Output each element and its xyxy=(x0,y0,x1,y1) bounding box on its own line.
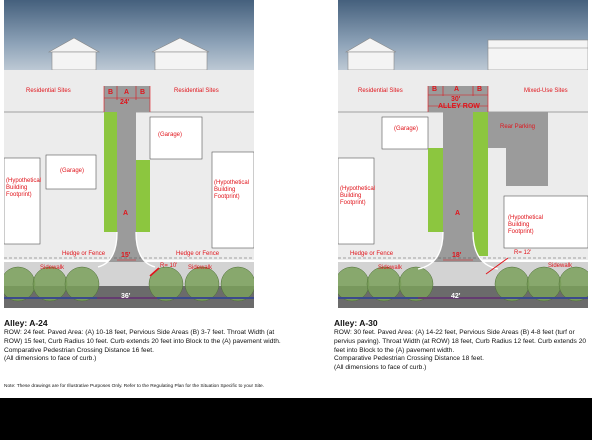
alley-a-label: A xyxy=(123,210,129,217)
garage-left-label: (Garage) xyxy=(60,168,85,174)
street-trees-right xyxy=(495,267,588,301)
pervious-strip-left xyxy=(104,112,117,232)
sidewalk-right-label: Sidewalk xyxy=(548,263,573,269)
alley-a24-drawing xyxy=(4,0,254,308)
footprint-left-label: (Hypothetical Building Footprint) xyxy=(6,178,42,198)
caption-crossing: Comparative Pedestrian Crossing Distance 16 feet. xyxy=(4,346,154,354)
caption-dimension-note: (All dimensions to face of curb.) xyxy=(334,364,427,372)
street-trees-right xyxy=(149,267,254,301)
radius-label: R= 12' xyxy=(514,250,532,256)
row-width-label: 30' xyxy=(451,96,461,103)
pervious-strip-left xyxy=(428,148,443,232)
hedge-left-label: Hedge or Fence xyxy=(350,251,394,257)
hedge-right-label: Hedge or Fence xyxy=(176,251,220,257)
alley-a30-drawing xyxy=(338,0,588,308)
mixed-use-building xyxy=(488,40,588,70)
dim-a: A xyxy=(454,86,460,93)
alley-a24-caption xyxy=(4,318,282,364)
dim-b-left: B xyxy=(432,86,438,93)
residential-sites-right-label: Residential Sites xyxy=(174,88,219,94)
street-trees-left xyxy=(4,267,99,301)
dim-a: A xyxy=(124,89,130,96)
mixed-use-sites-label: Mixed-Use Sites xyxy=(524,88,568,94)
sidewalk-left-label: Sidewalk xyxy=(378,265,403,271)
pervious-strip-right xyxy=(136,160,150,232)
sidewalk-right-label: Sidewalk xyxy=(188,265,213,271)
bottom-black-bar xyxy=(0,398,592,440)
dim-b-right: B xyxy=(140,89,146,96)
footprint-left xyxy=(4,158,40,244)
rear-parking-label: Rear Parking xyxy=(500,124,536,130)
street-trees-left xyxy=(338,267,433,301)
footprint-right-label: (Hypothetical Building Footprint) xyxy=(214,180,250,200)
caption-dimension-note: (All dimensions to face of curb.) xyxy=(4,355,97,363)
caption-crossing: Comparative Pedestrian Crossing Distance 18 feet. xyxy=(334,355,484,363)
caption-spec: ROW: 30 feet. Paved Area: (A) 14-22 feet, Pervious Side Areas (B) 4-8 feet (turf or pervius paving). Throat Width (at ROW) 18 feet, Curb Radius 12 feet. Curb extends 20 feet into Block to the (A) pavement width. xyxy=(334,329,587,354)
alley-a24-diagram xyxy=(4,0,254,308)
alley-row-label: ALLEY ROW xyxy=(438,103,480,110)
garage-left-label: (Garage) xyxy=(394,126,419,132)
throat-width-label: 15' xyxy=(121,252,131,259)
garage-right-label: (Garage) xyxy=(158,132,183,138)
radius-label: R= 10' xyxy=(160,263,178,269)
row-width-label: 24' xyxy=(120,99,130,106)
caption-spec: ROW: 24 feet. Paved Area: (A) 10-18 feet, Pervious Side Areas (B) 3-7 feet. Throat Width (at ROW) 15 feet, Curb Radius 10 feet. Curb extends 20 feet into Block to the (A) pavement width. xyxy=(4,329,281,345)
dim-b-right: B xyxy=(477,86,483,93)
dim-b-left: B xyxy=(108,89,114,96)
bottom-dimension-label: 42' xyxy=(451,293,461,300)
sidewalk-left-label: Sidewalk xyxy=(40,265,65,271)
alley-a30-diagram xyxy=(338,0,588,308)
residential-sites-left-label: Residential Sites xyxy=(26,88,71,94)
footprint-left-label: (Hypothetical Building Footprint) xyxy=(340,186,376,206)
pervious-strip-right xyxy=(473,112,488,256)
caption-title: Alley: A-30 xyxy=(334,318,378,328)
garage-left xyxy=(382,117,428,149)
illustrative-note: Note: These drawings are for Illustrative Purposes Only. Refer to the Regulating Plan for the Situation Specific to your Site. xyxy=(4,384,265,389)
bottom-dimension-label: 36' xyxy=(121,293,131,300)
footprint-right-label: (Hypothetical Building Footprint) xyxy=(508,215,544,235)
alley-a30-caption xyxy=(334,318,590,373)
sky xyxy=(4,0,254,80)
caption-title: Alley: A-24 xyxy=(4,318,48,328)
hedge-left-label: Hedge or Fence xyxy=(62,251,106,257)
alley-a-label: A xyxy=(455,210,461,217)
residential-sites-label: Residential Sites xyxy=(358,88,403,94)
throat-width-label: 18' xyxy=(452,252,462,259)
